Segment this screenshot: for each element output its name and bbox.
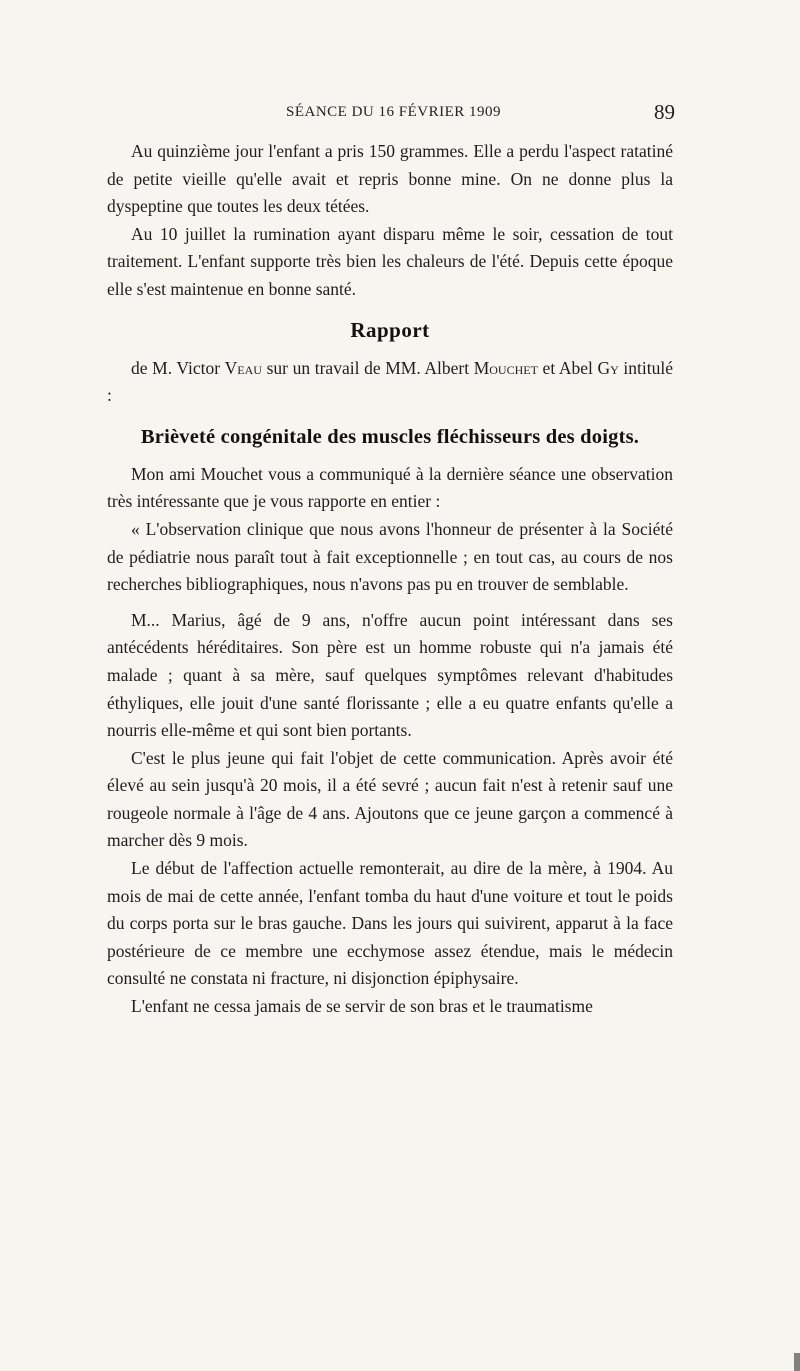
intro-paragraph-2: Au 10 juillet la rumination ayant disparu même le soir, cessation de tout traitement. L'enfant supporte très bien les chaleurs de l'été. Depuis cette époque elle s'est maintenue en bonne santé. bbox=[107, 223, 673, 299]
page-number: 89 bbox=[654, 100, 675, 124]
article-paragraph-3: M... Marius, âgé de 9 ans, n'offre aucun point intéressant dans ses antécédents héréditaires. Son père est un homme robuste qui n'a jamais été malade ; quant à sa mère, sauf quelques symptômes relevant d'habitudes éthyliques, elle jouit d'une santé florissante ; elle a eu quatre enfants qu'elle a nourris elle-même et qui sont bien portants. bbox=[107, 609, 673, 741]
article-paragraph-1: Mon ami Mouchet vous a communiqué à la dernière séance une observation très intéressante que je vous rapporte en entier : bbox=[107, 463, 673, 512]
article-paragraph-4: C'est le plus jeune qui fait l'objet de cette communication. Après avoir été élevé au sein jusqu'à 20 mois, il a été sevré ; aucun fait n'est à retenir sauf une rougeole normale à l'âge de 4 ans. Ajoutons que ce jeune garçon a commencé à marcher dès 9 mois. bbox=[107, 747, 673, 851]
intro-paragraph-1: Au quinzième jour l'enfant a pris 150 grammes. Elle a perdu l'aspect ratatiné de petite vieille qu'elle avait et repris bonne mine. On ne donne plus la dyspeptine que toutes les deux tétées. bbox=[107, 141, 673, 217]
section-heading-rapport: Rapport bbox=[350, 317, 430, 342]
paragraph-gap bbox=[107, 599, 673, 607]
author-mouchet: Mouchet bbox=[473, 357, 538, 378]
report-line-mid: sur un travail de MM. Albert bbox=[261, 357, 474, 378]
report-line-suffix: intitulé : bbox=[107, 357, 674, 406]
running-title: SÉANCE DU 16 FÉVRIER 1909 bbox=[286, 104, 502, 120]
author-veau: Veau bbox=[224, 357, 262, 378]
author-gy: Gy bbox=[597, 357, 619, 378]
article-title: Brièveté congénitale des muscles fléchisseurs des doigts. bbox=[140, 425, 640, 448]
article-paragraph-2: « L'observation clinique que nous avons l'honneur de présenter à la Société de pédiatrie nous paraît tout à fait exceptionnelle ; en tout cas, au cours de nos recherches bibliographiques, nous n'avons pas pu en trouver de semblable. bbox=[107, 518, 673, 595]
article-paragraph-6: L'enfant ne cessa jamais de se servir de son bras et le traumatisme bbox=[131, 996, 593, 1017]
running-header bbox=[0, 100, 800, 128]
report-line-prefix: de M. Victor bbox=[131, 357, 225, 378]
article-paragraph-5: Le début de l'affection actuelle remonterait, au dire de la mère, à 1904. Au mois de mai de cette année, l'enfant tomba du haut d'une voiture et tout le poids du corps porta sur le bras gauche. Dans les jours qui suivirent, apparut à la face postérieure de ce membre une ecchymose assez étendue, mais le médecin consulté ne constata ni fracture, ni disjonction épiphysaire. bbox=[107, 858, 673, 989]
report-line-and: et Abel bbox=[537, 357, 598, 378]
scan-edge-mark bbox=[794, 1353, 800, 1371]
report-byline bbox=[107, 355, 673, 410]
body-text bbox=[107, 138, 673, 1021]
